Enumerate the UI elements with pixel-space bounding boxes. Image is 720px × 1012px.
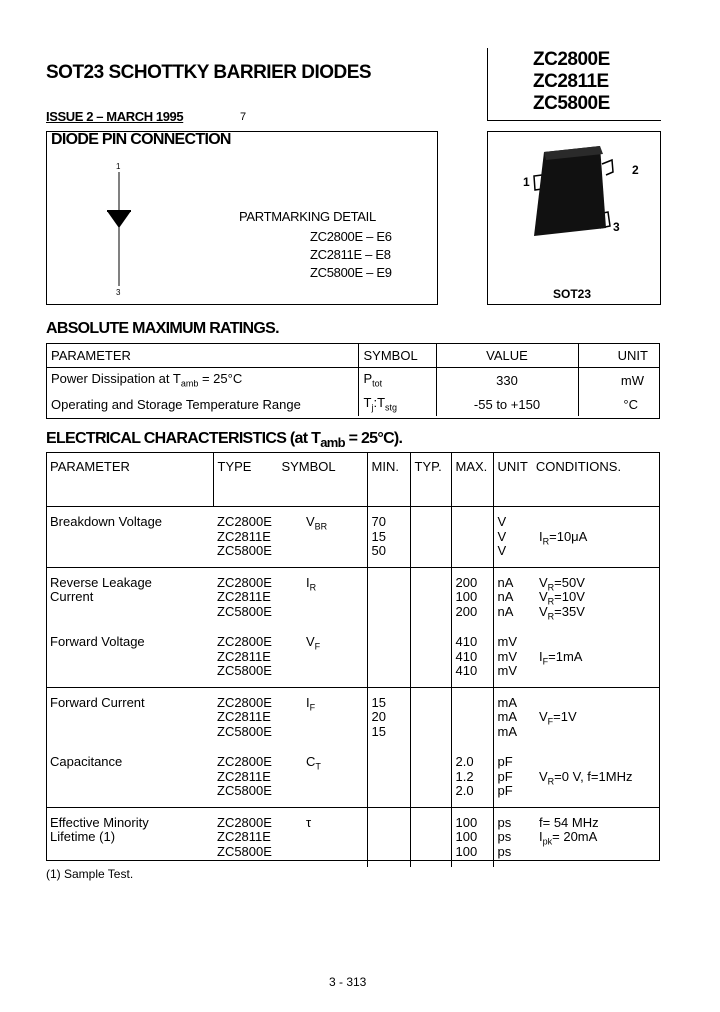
header-typ: TYP. [410,452,451,507]
type-cell: ZC2800E ZC2811E ZC5800E [217,574,272,619]
condition-line [539,635,656,650]
pin-top-label: 1 [116,162,121,171]
symbol-cell: $V_F$ [278,627,367,687]
symbol-cell: $P_{tot}$ [358,368,436,393]
type-cell: ZC2800E ZC2811E ZC5800E [217,694,272,739]
pin-bottom-label: 3 [116,288,121,297]
package-pin-1-label: 1 [523,175,530,189]
symbol-cell: $I_R$ [306,574,317,593]
max-cell: 2.0 1.2 2.0 [451,747,493,807]
electrical-row [46,747,660,807]
max-cell: 200 100 200 [451,567,493,627]
partmarking-line-1: ZC2800E – E6 [310,229,392,244]
condition-line: $I_{pk}= 20mA$ [539,829,598,847]
min-cell [367,807,410,867]
header-type-symbol: TYPE SYMBOL [213,452,367,507]
typ-cell [410,807,451,867]
conditions-cell [535,507,660,568]
electrical-row [46,687,660,747]
part-number-1: ZC2800E [533,49,610,70]
header-parameter: PARAMETER [46,343,358,368]
header-value: VALUE [436,343,578,368]
condition-line: f= 54 MHz [539,814,599,830]
page-title: SOT23 SCHOTTKY BARRIER DIODES [46,62,372,83]
max-cell [451,507,493,568]
footnote: (1) Sample Test. [46,867,134,881]
typ-cell [410,687,451,747]
value-cell: -55 to +150 [436,392,578,416]
header-min: MIN. [367,452,410,507]
diode-symbol-icon [100,170,140,288]
min-cell [367,567,410,627]
condition-line: $V_R=35V$ [539,603,585,622]
package-pin-2-label: 2 [632,163,639,177]
electrical-table [46,452,660,867]
parameter-cell: Forward Current [50,694,145,710]
electrical-row [46,627,660,687]
max-cell [451,687,493,747]
unit-cell: mW [578,368,660,393]
parameter-cell: Effective Minority Lifetime (1) [50,814,149,844]
param-cell: Operating and Storage Temperature Range [51,396,301,412]
unit-cell: mV mV mV [493,627,535,687]
condition-line [539,544,656,559]
partmarking-title: PARTMARKING DETAIL [239,209,376,224]
package-pin-3-label: 3 [613,220,620,234]
max-cell: 100 100 100 [451,807,493,867]
condition-line: $V_R=0$ V, f=1MHz [539,768,633,787]
unit-cell: °C [578,392,660,416]
type-cell: ZC2800E ZC2811E ZC5800E [213,507,278,568]
unit-cell: ps ps ps [493,807,535,867]
electrical-row [46,507,660,568]
type-cell: ZC2800E ZC2811E ZC5800E [213,627,278,687]
min-cell: 70 15 50 [367,507,410,568]
conditions-cell [535,567,660,627]
condition-line [539,784,656,799]
condition-line [539,696,656,711]
unit-cell: V V V [493,507,535,568]
condition-line: $V_R=50V$ [539,574,585,593]
param-cell: Power Dissipation at $T_{amb} = 25^\circ C$ [51,371,243,389]
parameter-cell: Capacitance [46,747,213,807]
electrical-header-row [46,452,660,507]
condition-line: $I_F=1mA$ [539,648,583,667]
partmarking-line-3: ZC5800E – E9 [310,265,392,280]
parameter-cell: Forward Voltage [46,627,213,687]
unit-cell: mA mA mA [493,687,535,747]
electrical-row [46,567,660,627]
conditions-cell [535,627,660,687]
header-unit-conditions: UNIT CONDITIONS. [493,452,660,507]
min-cell [367,627,410,687]
part-number-3: ZC5800E [533,93,610,114]
condition-line [539,725,656,740]
condition-line [539,515,656,530]
abs-max-table [46,343,660,416]
conditions-cell [535,687,660,747]
type-cell: ZC2800E ZC2811E ZC5800E [213,747,278,807]
parameter-cell: Reverse Leakage Current [50,574,152,604]
abs-max-title: ABSOLUTE MAXIMUM RATINGS. [46,320,279,337]
condition-line: $V_R=10V$ [539,589,585,607]
header-symbol: SYMBOL [358,343,436,368]
unit-cell: pF pF pF [493,747,535,807]
symbol-cell: τ [306,814,312,830]
unit-cell: nA nA nA [493,567,535,627]
partmarking-line-2: ZC2811E – E8 [310,247,391,262]
package-name: SOT23 [553,287,592,301]
type-cell: ZC2800E ZC2811E ZC5800E [217,814,272,859]
electrical-title: ELECTRICAL CHARACTERISTICS (at $T_{amb} = 25^\circ C$). [46,430,403,451]
conditions-cell [535,747,660,807]
typ-cell [410,507,451,568]
symbol-cell: $C_T$ [278,747,367,807]
min-cell: 15 20 15 [367,687,410,747]
symbol-cell: $V_{BR}$ [278,507,367,568]
page-ref: 7 [240,111,247,123]
electrical-row [46,807,660,867]
condition-line: $I_R=10\mu A$ [539,528,588,547]
abs-max-row [46,392,660,416]
typ-cell [410,627,451,687]
symbol-cell: $T_j:T_{stg}$ [358,392,436,416]
value-cell: 330 [436,368,578,393]
abs-max-header-row [46,343,660,368]
min-cell [367,747,410,807]
condition-line [539,755,656,770]
condition-line [539,664,656,679]
max-cell: 410 410 410 [451,627,493,687]
part-number-2: ZC2811E [533,71,609,92]
header-max: MAX. [451,452,493,507]
condition-line: $V_F=1V$ [539,709,577,727]
header-unit: UNIT [578,343,660,368]
pin-connection-title: DIODE PIN CONNECTION [51,131,231,148]
abs-max-row [46,368,660,393]
conditions-cell [535,807,660,867]
issue-date: ISSUE 2 – MARCH 1995 [46,109,184,124]
parameter-cell: Breakdown Voltage [46,507,213,568]
typ-cell [410,567,451,627]
header-parameter: PARAMETER [46,452,213,507]
symbol-cell: $I_F$ [306,694,316,713]
typ-cell [410,747,451,807]
page-number: 3 - 313 [329,975,367,989]
condition-line [539,845,656,860]
